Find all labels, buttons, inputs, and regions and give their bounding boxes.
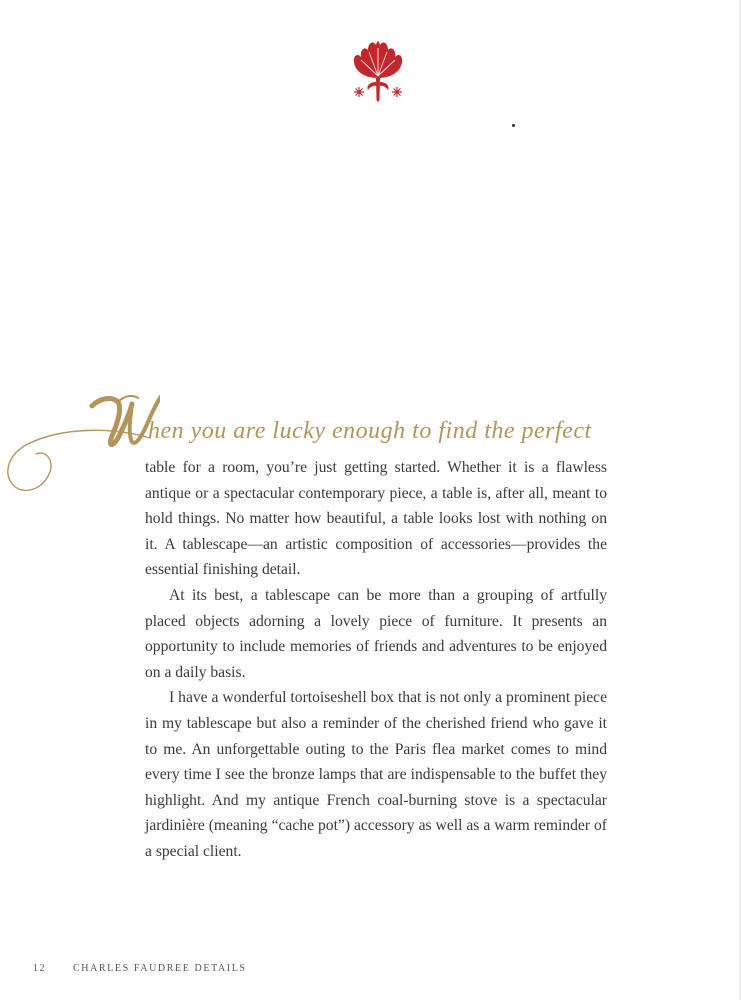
paragraph-2: At its best, a tablescape can be more than a grouping of artfully placed objects adorning a lovely piece of furniture. It presents an opportunity to include memories of friends and adventures to be enjoyed on a daily basis. [145, 586, 607, 681]
running-title: CHARLES FAUDREE DETAILS [73, 963, 247, 974]
print-speck [512, 124, 515, 127]
page-footer [33, 963, 247, 974]
opening-script-line: hen you are lucky enough to find the perfect [148, 418, 592, 444]
drop-cap-w-swash [0, 376, 160, 501]
paragraph-3: I have a wonderful tortoiseshell box that is not only a prominent piece in my tablescape but also a reminder of the cherished friend who gave it to me. An unforgettable outing to the Paris flea market comes to mind every time I see the bronze lamps that are indispensable to the buffet they highlight. And my antique French coal-burning stove is a spectacular jardinière (meaning “cache pot”) accessory as well as a warm reminder of a special client. [145, 689, 607, 860]
page-number: 12 [33, 963, 47, 974]
article-body [145, 455, 607, 865]
paragraph-1: table for a room, you’re just getting started. Whether it is a flawless antique or a spectacular contemporary piece, a table is, after all, meant to hold things. No matter how beautiful, a table looks lost with nothing on it. A tablescape—an artistic composition of accessories—provides the essential finishing detail. [145, 459, 607, 579]
fleur-palmette-ornament-icon [350, 38, 406, 104]
